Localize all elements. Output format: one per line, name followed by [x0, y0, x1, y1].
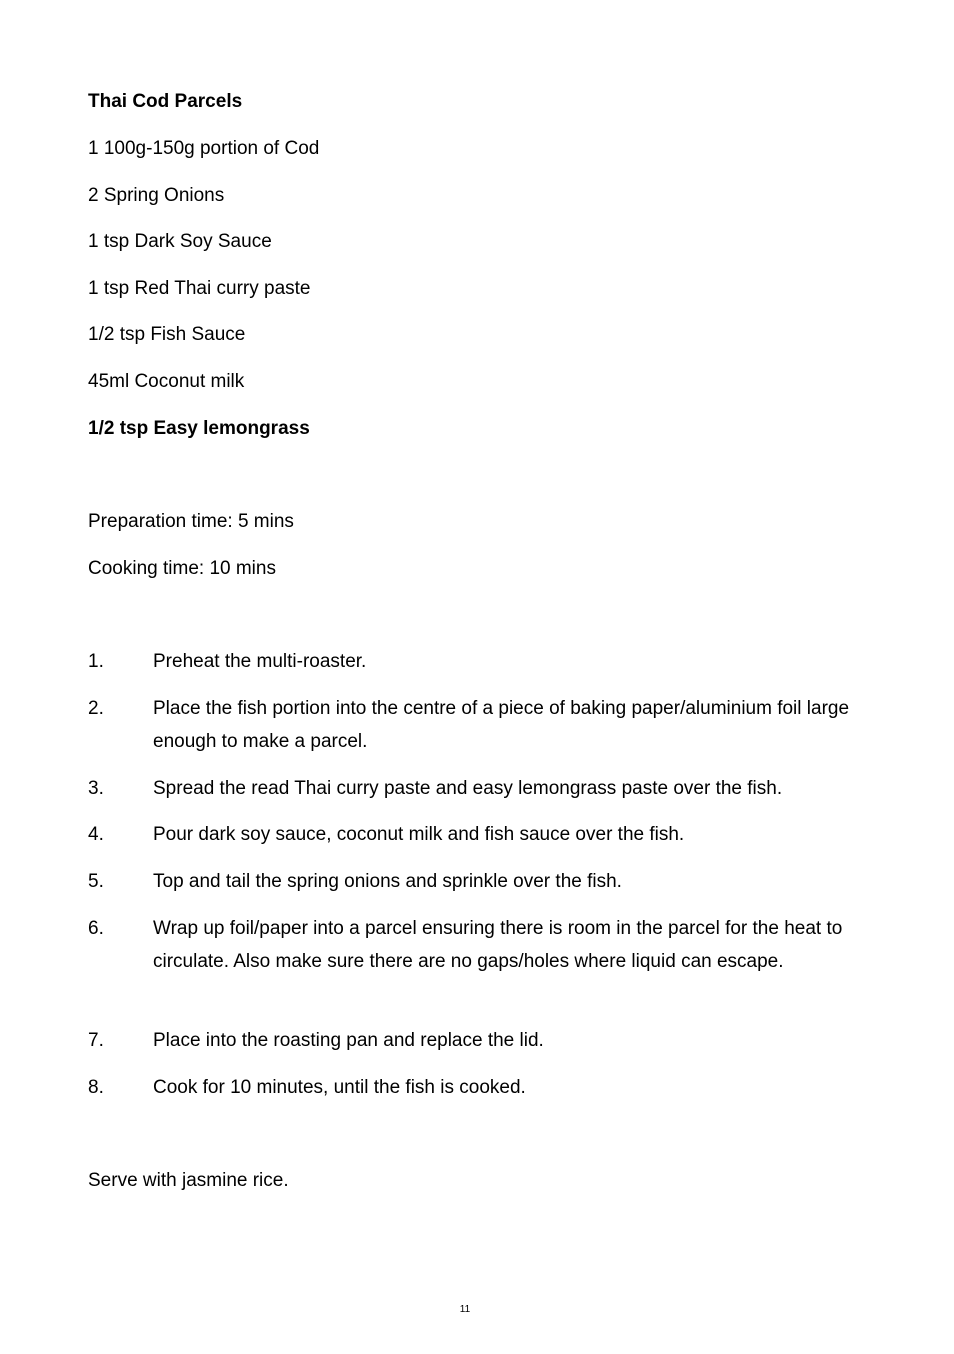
step-number: 7. [88, 1030, 104, 1051]
method-step [88, 772, 868, 805]
method-step [88, 645, 868, 678]
step-text: Top and tail the spring onions and sprinkle over the fish. [153, 871, 622, 892]
serving-suggestion: Serve with jasmine rice. [88, 1170, 289, 1191]
ingredient-item: 1/2 tsp Fish Sauce [88, 324, 246, 345]
ingredient-item: 1 tsp Dark Soy Sauce [88, 231, 272, 252]
step-text: Preheat the multi-roaster. [153, 651, 367, 672]
step-number: 3. [88, 778, 104, 799]
method-step [88, 1024, 868, 1057]
step-number: 4. [88, 824, 104, 845]
ingredient-item: 45ml Coconut milk [88, 371, 245, 392]
step-number: 6. [88, 918, 104, 939]
step-text: Wrap up foil/paper into a parcel ensuring there is room in the parcel for the heat to circulate. Also make sure there are no gaps/holes where liquid can escape. [153, 918, 843, 972]
step-number: 1. [88, 651, 104, 672]
method-step [88, 818, 868, 851]
step-number: 8. [88, 1077, 104, 1098]
ingredient-item: 1 tsp Red Thai curry paste [88, 278, 311, 299]
method-step [88, 912, 868, 978]
prep-time: Preparation time: 5 mins [88, 511, 294, 532]
step-text: Place into the roasting pan and replace the lid. [153, 1030, 544, 1051]
cook-time: Cooking time: 10 mins [88, 558, 276, 579]
ingredient-item: 1 100g-150g portion of Cod [88, 138, 320, 159]
step-text: Place the fish portion into the centre of a piece of baking paper/aluminium foil large enough to make a parcel. [153, 698, 850, 752]
step-text: Spread the read Thai curry paste and easy lemongrass paste over the fish. [153, 778, 783, 799]
recipe-title: Thai Cod Parcels [88, 91, 243, 112]
ingredient-item: 1/2 tsp Easy lemongrass [88, 418, 310, 439]
page-number: 11 [459, 1304, 471, 1315]
method-step [88, 692, 868, 758]
step-number: 5. [88, 871, 104, 892]
method-step [88, 1071, 868, 1104]
ingredient-item: 2 Spring Onions [88, 185, 225, 206]
step-number: 2. [88, 698, 104, 719]
step-text: Cook for 10 minutes, until the fish is cooked. [153, 1077, 526, 1098]
step-text: Pour dark soy sauce, coconut milk and fish sauce over the fish. [153, 824, 685, 845]
method-step [88, 865, 868, 898]
